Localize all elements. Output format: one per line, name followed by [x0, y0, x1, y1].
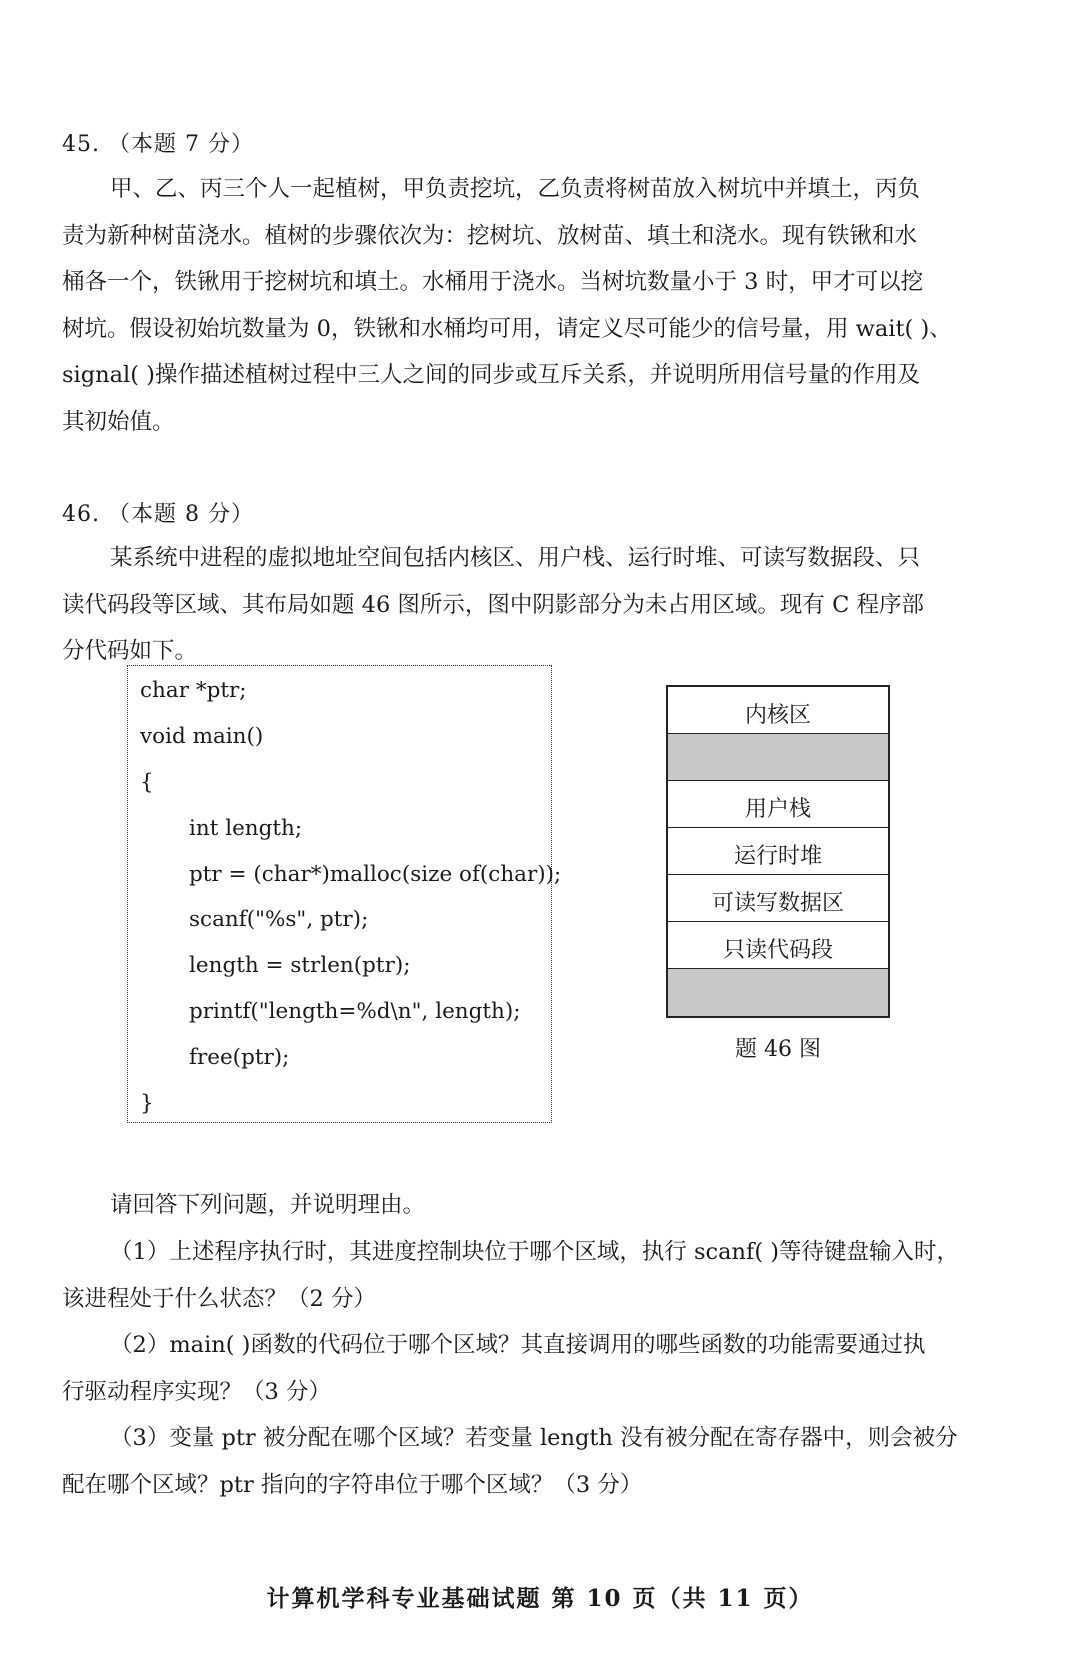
code-listing — [127, 665, 562, 1123]
sub-question-1 — [62, 1229, 980, 1322]
code-line: ptr = (char*)malloc(size of(char)); — [189, 862, 562, 887]
memory-region-unused — [668, 734, 888, 781]
memory-region-rw-data: 可读写数据区 — [668, 875, 888, 922]
code-line: printf("length=%d\n", length); — [189, 999, 521, 1024]
code-line: void main() — [140, 724, 264, 749]
code-line: length = strlen(ptr); — [189, 953, 411, 978]
q45-line: 其初始值。 — [62, 408, 175, 435]
sub-question-line: 行驱动程序实现？（3 分） — [62, 1378, 331, 1405]
sub-question-2 — [62, 1322, 980, 1415]
sub-question-line: （2）main( )函数的代码位于哪个区域？其直接调用的哪些函数的功能需要通过执 — [110, 1332, 926, 1358]
q45-line: signal( )操作描述植树过程中三人之间的同步或互斥关系，并说明所用信号量的作用及 — [62, 362, 920, 389]
code-line: { — [140, 770, 154, 795]
memory-region-ro-code: 只读代码段 — [668, 922, 888, 969]
code-line: scanf("%s", ptr); — [189, 907, 369, 932]
sub-question-line: （1）上述程序执行时，其进度控制块位于哪个区域，执行 scanf( )等待键盘输入时， — [110, 1239, 960, 1265]
question-45-body — [62, 166, 980, 446]
memory-region-kernel: 内核区 — [668, 687, 888, 734]
answer-prompt — [62, 1182, 980, 1229]
q45-line: 树坑。假设初始坑数量为 0，铁锹和水桶均可用，请定义尽可能少的信号量，用 wait( )、 — [62, 315, 952, 342]
page-footer: 计算机学科专业基础试题 第 10 页（共 11 页） — [266, 1585, 814, 1612]
q46-line: 读代码段等区域、其布局如题 46 图所示，图中阴影部分为未占用区域。现有 C 程序部 — [62, 591, 924, 618]
q45-line: 桶各一个，铁锹用于挖树坑和填土。水桶用于浇水。当树坑数量小于 3 时，甲才可以挖 — [62, 269, 924, 296]
code-line: char *ptr; — [140, 678, 247, 703]
question-45-heading: 45. （本题 7 分） — [62, 132, 254, 157]
q46-line: 某系统中进程的虚拟地址空间包括内核区、用户栈、运行时堆、可读写数据段、只 — [110, 545, 921, 571]
q46-line: 分代码如下。 — [62, 638, 198, 665]
sub-question-line: 该进程处于什么状态？（2 分） — [62, 1285, 376, 1312]
figure-caption: 题 46 图 — [735, 1037, 821, 1062]
memory-layout-diagram — [666, 685, 890, 1018]
memory-region-heap: 运行时堆 — [668, 828, 888, 875]
sub-question-line: （3）变量 ptr 被分配在哪个区域？若变量 length 没有被分配在寄存器中，则会被分 — [110, 1425, 958, 1451]
code-line: } — [140, 1091, 154, 1116]
sub-question-line: 配在哪个区域？ptr 指向的字符串位于哪个区域？（3 分） — [62, 1471, 643, 1498]
sub-question-3 — [62, 1415, 980, 1508]
code-line: free(ptr); — [189, 1045, 290, 1070]
memory-region-user-stack: 用户栈 — [668, 781, 888, 828]
q45-line: 责为新种树苗浇水。植树的步骤依次为：挖树坑、放树苗、填土和浇水。现有铁锹和水 — [62, 222, 918, 249]
question-46-body — [62, 535, 980, 675]
question-46-heading: 46. （本题 8 分） — [62, 502, 254, 527]
q45-line: 甲、乙、丙三个人一起植树，甲负责挖坑，乙负责将树苗放入树坑中并填土，丙负 — [110, 176, 921, 202]
prompt-text: 请回答下列问题，并说明理由。 — [110, 1192, 426, 1218]
code-line: int length; — [189, 816, 303, 841]
memory-region-unused — [668, 969, 888, 1016]
